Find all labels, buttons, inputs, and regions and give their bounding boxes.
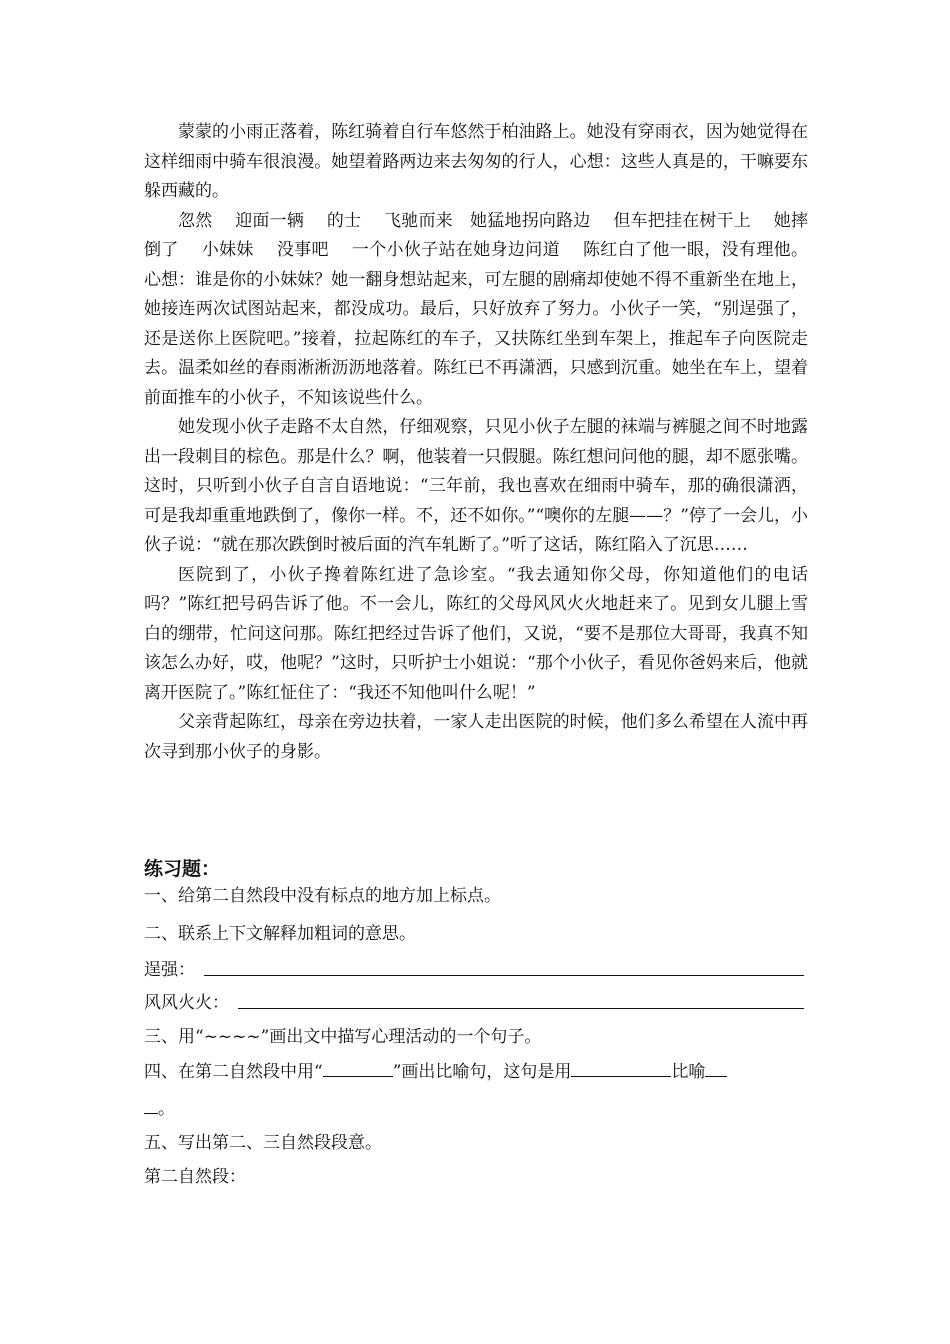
- story-text: [144, 118, 808, 767]
- question-5a-label: 第二自然段：: [144, 1167, 246, 1187]
- answer-blank-4c[interactable]: [705, 1062, 727, 1077]
- question-4-text-d: 。: [158, 1099, 175, 1119]
- story-paragraph-1: 蒙蒙的小雨正落着，陈红骑着自行车悠然于柏油路上。她没有穿雨衣，因为她觉得在这样细雨中骑车很浪漫。她望着路两边来去匆匆的行人，心想：这些人真是的，干嘛要东躲西藏的。: [144, 122, 808, 201]
- question-3: 三、用“~~~~”画出文中描写心理活动的一个句子。: [144, 1027, 542, 1047]
- answer-line-2b[interactable]: [238, 1008, 804, 1009]
- question-4-text-c: 比喻: [671, 1062, 706, 1082]
- question-4-text-a: 四、在第二自然段中用“: [144, 1062, 323, 1082]
- answer-line-2a[interactable]: [204, 975, 804, 976]
- exercises-title: 练习题：: [144, 858, 221, 880]
- answer-blank-4d[interactable]: [144, 1099, 158, 1114]
- story-paragraph-2: 忽然 迎面一辆 的士 飞驰而来 她猛地拐向路边 但车把挂在树干上 她摔倒了 小妹妹 没事吧 一个小伙子站在她身边问道 陈红白了他一眼，没有理他。心想：谁是你的小妹妹？她一翻身想站起来，可左腿的剧痛却使她不得不重新坐在地上，她接连两次试图站起来，都没成功。最后，只好放弃了努力。小伙子一笑，“别逞强了，还是送你上医院吧。”接着，拉起陈红的车子，又扶陈红坐到车架上，推起车子向医院走去。温柔如丝的春雨淅淅沥沥地落着。陈红已不再潇洒，只感到沉重。她坐在车上，望着前面推车的小伙子，不知该说些什么。: [144, 210, 808, 408]
- story-paragraph-5: 父亲背起陈红，母亲在旁边扶着，一家人走出医院的时候，他们多么希望在人流中再次寻到那小伙子的身影。: [144, 712, 808, 762]
- question-2: 二、联系上下文解释加粗词的意思。: [144, 924, 416, 944]
- story-paragraph-4: 医院到了，小伙子搀着陈红进了急诊室。“我去通知你父母，你知道他们的电话吗？”陈红把号码告诉了他。不一会儿，陈红的父母风风火火地赶来了。见到女儿腿上雪白的绷带，忙问这问那。陈红把经过告诉了他们，又说，“要不是那位大哥哥，我真不知该怎么办好，哎，他呢？”这时，只听护士小姐说：“那个小伙子，看见你爸妈来后，他就离开医院了。”陈红怔住了：“我还不知他叫什么呢！”: [144, 564, 808, 703]
- question-2b-label: 风风火火：: [144, 993, 229, 1013]
- question-4: [144, 1060, 727, 1084]
- question-4-continued: [144, 1097, 175, 1121]
- answer-blank-4a[interactable]: [323, 1062, 393, 1077]
- answer-blank-4b[interactable]: [571, 1062, 671, 1077]
- question-2a-label: 逞强：: [144, 960, 195, 980]
- question-1: 一、给第二自然段中没有标点的地方加上标点。: [144, 886, 501, 906]
- story-paragraph-3: 她发现小伙子走路不太自然，仔细观察，只见小伙子左腿的袜端与裤腿之间不时地露出一段刺目的棕色。那是什么？啊，他装着一只假腿。陈红想问问他的腿，却不愿张嘴。这时，只听到小伙子自言自语地说：“三年前，我也喜欢在细雨中骑车，那的确很潇洒，可是我却重重地跌倒了，像你一样。不，还不如你。”“噢你的左腿——？”停了一会儿，小伙子说：“就在那次跌倒时被后面的汽车轧断了。”听了这话，陈红陷入了沉思……: [144, 417, 808, 555]
- question-4-text-b: ”画出比喻句，这句是用: [392, 1062, 572, 1082]
- question-5: 五、写出第二、三自然段段意。: [144, 1133, 382, 1153]
